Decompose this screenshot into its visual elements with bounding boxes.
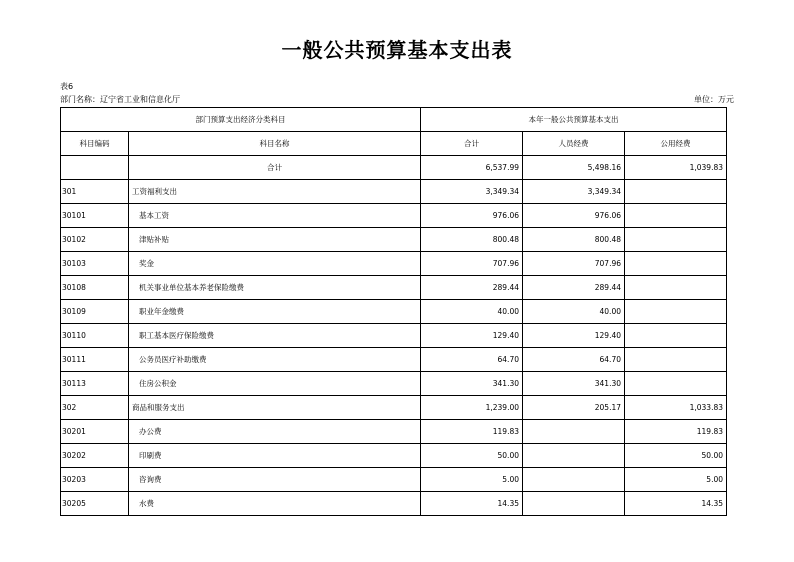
cell-name: 工资福利支出 [129, 180, 421, 204]
table-row [61, 492, 727, 516]
cell-public [625, 300, 727, 324]
cell-total: 6,537.99 [421, 156, 523, 180]
header-row-columns [61, 132, 727, 156]
header-name: 科目名称 [129, 132, 421, 156]
table-row [61, 180, 727, 204]
cell-public [625, 252, 727, 276]
cell-code: 30113 [61, 372, 129, 396]
cell-personnel [523, 492, 625, 516]
cell-total: 129.40 [421, 324, 523, 348]
cell-total: 3,349.34 [421, 180, 523, 204]
cell-total: 707.96 [421, 252, 523, 276]
table-row [61, 204, 727, 228]
cell-public [625, 372, 727, 396]
cell-personnel: 205.17 [523, 396, 625, 420]
cell-total: 976.06 [421, 204, 523, 228]
table-row [61, 348, 727, 372]
cell-code [61, 156, 129, 180]
cell-code: 30109 [61, 300, 129, 324]
department-name: 部门名称：辽宁省工业和信息化厅 [60, 95, 180, 104]
cell-public [625, 204, 727, 228]
header-basic-expenditure: 本年一般公共预算基本支出 [421, 108, 727, 132]
header-public: 公用经费 [625, 132, 727, 156]
cell-name: 商品和服务支出 [129, 396, 421, 420]
cell-code: 301 [61, 180, 129, 204]
table-row [61, 324, 727, 348]
cell-public: 5.00 [625, 468, 727, 492]
cell-public: 119.83 [625, 420, 727, 444]
cell-code: 30110 [61, 324, 129, 348]
cell-total: 1,239.00 [421, 396, 523, 420]
cell-personnel: 707.96 [523, 252, 625, 276]
cell-code: 30111 [61, 348, 129, 372]
cell-name: 机关事业单位基本养老保险缴费 [129, 276, 421, 300]
cell-name: 公务员医疗补助缴费 [129, 348, 421, 372]
cell-public: 14.35 [625, 492, 727, 516]
table-body [61, 108, 727, 516]
cell-personnel: 5,498.16 [523, 156, 625, 180]
cell-personnel: 40.00 [523, 300, 625, 324]
cell-name: 职工基本医疗保险缴费 [129, 324, 421, 348]
table-row [61, 252, 727, 276]
cell-personnel: 800.48 [523, 228, 625, 252]
table-row [61, 228, 727, 252]
cell-code: 30201 [61, 420, 129, 444]
budget-table [60, 107, 727, 516]
cell-name: 基本工资 [129, 204, 421, 228]
cell-public: 1,033.83 [625, 396, 727, 420]
cell-personnel [523, 420, 625, 444]
cell-personnel: 289.44 [523, 276, 625, 300]
cell-name: 办公费 [129, 420, 421, 444]
cell-name: 水费 [129, 492, 421, 516]
cell-name: 合计 [129, 156, 421, 180]
cell-name: 津贴补贴 [129, 228, 421, 252]
cell-total: 119.83 [421, 420, 523, 444]
header-personnel: 人员经费 [523, 132, 625, 156]
cell-total: 40.00 [421, 300, 523, 324]
cell-public: 1,039.83 [625, 156, 727, 180]
cell-total: 14.35 [421, 492, 523, 516]
cell-code: 302 [61, 396, 129, 420]
cell-public [625, 180, 727, 204]
cell-personnel: 129.40 [523, 324, 625, 348]
table-row [61, 372, 727, 396]
cell-code: 30102 [61, 228, 129, 252]
cell-name: 职业年金缴费 [129, 300, 421, 324]
cell-total: 5.00 [421, 468, 523, 492]
cell-personnel [523, 444, 625, 468]
cell-code: 30103 [61, 252, 129, 276]
cell-personnel: 64.70 [523, 348, 625, 372]
cell-public [625, 324, 727, 348]
cell-public [625, 276, 727, 300]
cell-code: 30205 [61, 492, 129, 516]
header-economic-classification: 部门预算支出经济分类科目 [61, 108, 421, 132]
cell-name: 住房公积金 [129, 372, 421, 396]
table-row [61, 300, 727, 324]
cell-personnel: 3,349.34 [523, 180, 625, 204]
table-row [61, 468, 727, 492]
cell-code: 30101 [61, 204, 129, 228]
table-row [61, 276, 727, 300]
cell-public: 50.00 [625, 444, 727, 468]
header-row-group [61, 108, 727, 132]
cell-code: 30202 [61, 444, 129, 468]
cell-name: 咨询费 [129, 468, 421, 492]
cell-total: 341.30 [421, 372, 523, 396]
unit-label: 单位：万元 [694, 95, 734, 104]
cell-public [625, 348, 727, 372]
table-number: 表6 [60, 82, 74, 91]
table-row [61, 156, 727, 180]
cell-personnel: 976.06 [523, 204, 625, 228]
table-row [61, 444, 727, 468]
cell-name: 奖金 [129, 252, 421, 276]
table-row [61, 420, 727, 444]
cell-personnel: 341.30 [523, 372, 625, 396]
cell-name: 印刷费 [129, 444, 421, 468]
cell-total: 800.48 [421, 228, 523, 252]
table-row [61, 396, 727, 420]
cell-total: 289.44 [421, 276, 523, 300]
cell-code: 30108 [61, 276, 129, 300]
header-code: 科目编码 [61, 132, 129, 156]
page-title: 一般公共预算基本支出表 [281, 38, 513, 62]
cell-total: 50.00 [421, 444, 523, 468]
cell-personnel [523, 468, 625, 492]
cell-code: 30203 [61, 468, 129, 492]
header-total: 合计 [421, 132, 523, 156]
cell-public [625, 228, 727, 252]
cell-total: 64.70 [421, 348, 523, 372]
